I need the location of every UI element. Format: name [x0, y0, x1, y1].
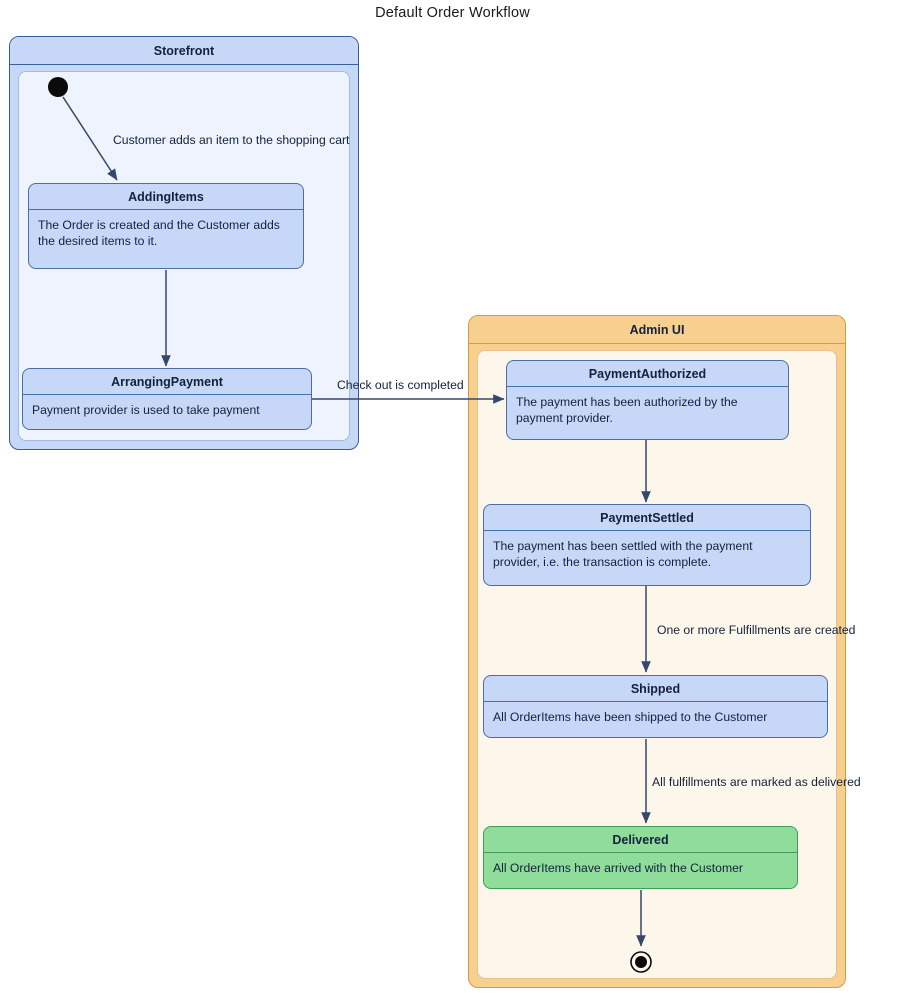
state-shipped[interactable]: [483, 675, 828, 738]
state-addingitems-description: The Order is created and the Customer adds the desired items to it.: [38, 218, 280, 248]
transition-label-customer-adds-item: Customer adds an item to the shopping cart: [113, 133, 350, 147]
transition-label-check-out-completed: Check out is completed: [337, 378, 464, 392]
composite-state-admin-ui-label: Admin UI: [469, 316, 845, 344]
state-shipped-title: Shipped: [484, 676, 827, 702]
state-delivered[interactable]: [483, 826, 798, 889]
state-delivered-title: Delivered: [484, 827, 797, 853]
transition-label-fulfillments-created: One or more Fulfillments are created: [657, 623, 856, 637]
state-delivered-description: All OrderItems have arrived with the Customer: [493, 861, 743, 875]
state-paymentauthorized[interactable]: [506, 360, 789, 440]
state-arrangingpayment-description: Payment provider is used to take payment: [32, 403, 260, 417]
state-paymentauthorized-title: PaymentAuthorized: [507, 361, 788, 387]
state-arrangingpayment-title: ArrangingPayment: [23, 369, 311, 395]
state-paymentsettled-title: PaymentSettled: [484, 505, 810, 531]
state-arrangingpayment[interactable]: [22, 368, 312, 430]
diagram-title: Default Order Workflow: [375, 5, 530, 21]
transition-label-fulfillments-delivered: All fulfillments are marked as delivered: [652, 775, 861, 789]
state-paymentauthorized-description: The payment has been authorized by the payment provider.: [516, 395, 738, 425]
state-shipped-description: All OrderItems have been shipped to the Customer: [493, 710, 768, 724]
composite-state-storefront-label: Storefront: [10, 37, 358, 65]
state-addingitems-title: AddingItems: [29, 184, 303, 210]
state-addingitems[interactable]: [28, 183, 304, 269]
state-paymentsettled-description: The payment has been settled with the payment provider, i.e. the transaction is complete.: [493, 539, 753, 569]
state-paymentsettled[interactable]: [483, 504, 811, 586]
